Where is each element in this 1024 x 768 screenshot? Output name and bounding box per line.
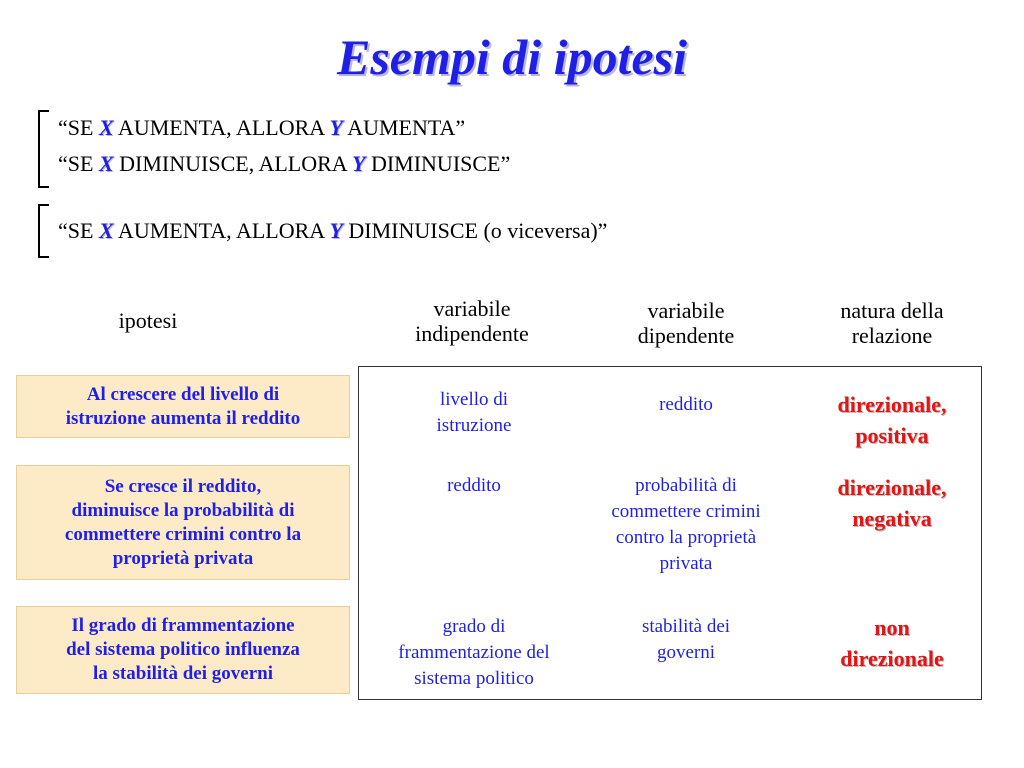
hypothesis-box-2: Se cresce il reddito, diminuisce la probabilità di commettere crimini contro la proprietà privata [16, 465, 350, 580]
hypothesis-box-3: Il grado di frammentazione del sistema politico influenza la stabilità dei governi [16, 606, 350, 694]
cell-dependent-3: stabilità dei governi [641, 616, 731, 663]
intro-group-inverse [36, 204, 608, 258]
bracket-icon [36, 110, 50, 188]
cell-nature-1: direzionale, positiva [837, 392, 947, 448]
cell-dependent-2: probabilità di commettere crimini contro la proprietà privata [611, 475, 761, 574]
header-dependent: variabile dipendente [637, 298, 735, 348]
page-title: Esempi di ipotesi [337, 29, 687, 85]
header-ipotesi: ipotesi [118, 308, 178, 333]
hypothesis-box-1: Al crescere del livello di istruzione aumenta il reddito [16, 375, 350, 438]
header-independent: variabile indipendente [415, 296, 529, 346]
bracket-icon [36, 204, 50, 258]
intro-group-direct [36, 110, 511, 188]
intro-line-2: “SE X DIMINUISCE, ALLORA Y DIMINUISCE” [58, 151, 511, 176]
header-nature: natura della relazione [840, 298, 944, 348]
cell-nature-3: non direzionale [840, 615, 944, 671]
intro-line-3: “SE X AUMENTA, ALLORA Y DIMINUISCE (o viceversa)” [58, 218, 608, 243]
intro-line-1: “SE X AUMENTA, ALLORA Y AUMENTA” [58, 115, 466, 140]
cell-independent-1: livello di istruzione [436, 389, 512, 436]
cell-independent-3: grado di frammentazione del sistema politico [398, 616, 550, 689]
cell-nature-2: direzionale, negativa [837, 475, 947, 531]
cell-independent-2: reddito [447, 475, 501, 496]
cell-dependent-1: reddito [659, 394, 713, 415]
